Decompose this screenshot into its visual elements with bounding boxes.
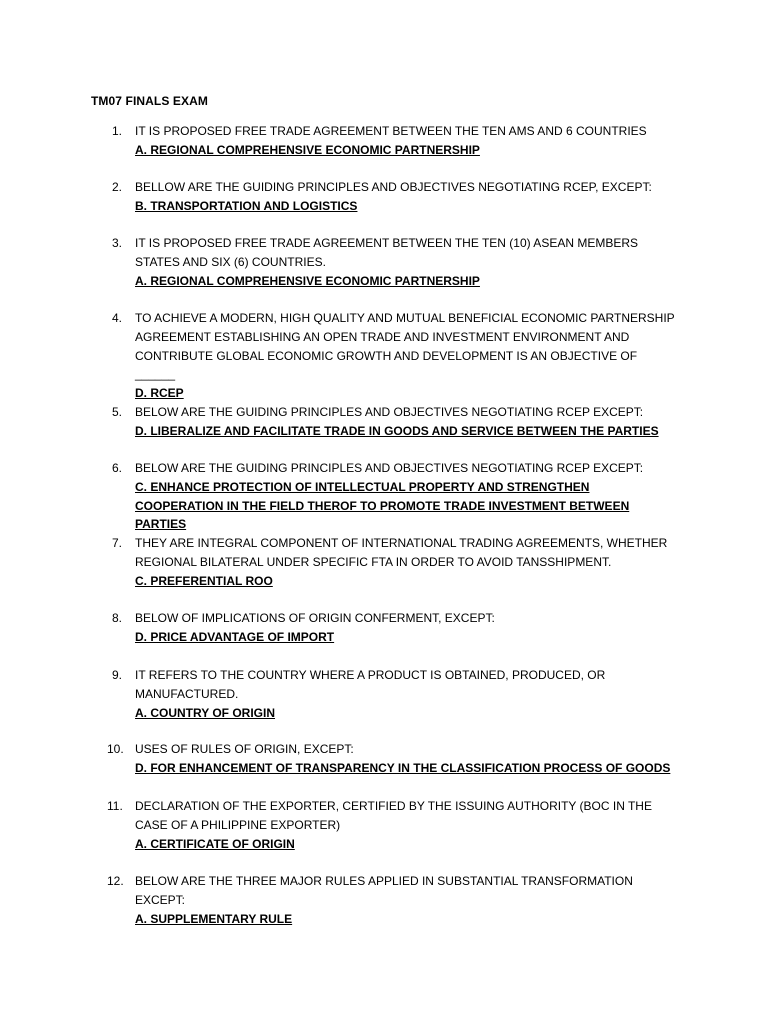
question-body: [135, 666, 675, 722]
answer-text: B. TRANSPORTATION AND LOGISTICS: [135, 198, 358, 213]
question-text: BELOW ARE THE GUIDING PRINCIPLES AND OBJECTIVES NEGOTIATING RCEP EXCEPT:: [135, 405, 644, 419]
question-body: [135, 459, 675, 534]
answer-text: D. RCEP: [135, 386, 184, 401]
question-number: 8.: [112, 611, 123, 625]
question-body: [135, 122, 675, 160]
question-text: THEY ARE INTEGRAL COMPONENT OF INTERNATIONAL TRADING AGREEMENTS, WHETHER REGIONAL BILATERAL UNDER SPECIFIC FTA IN ORDER TO AVOID TANSSHIPMENT.: [135, 536, 668, 569]
answer-text: A. REGIONAL COMPREHENSIVE ECONOMIC PARTNERSHIP: [135, 273, 480, 288]
document-title: TM07 FINALS EXAM: [91, 94, 208, 108]
question-body: [135, 609, 675, 647]
question-body: [135, 534, 675, 590]
question-number: 12.: [107, 874, 124, 888]
question-text: BELOW OF IMPLICATIONS OF ORIGIN CONFERMENT, EXCEPT:: [135, 611, 495, 625]
question-text: IT IS PROPOSED FREE TRADE AGREEMENT BETWEEN THE TEN AMS AND 6 COUNTRIES: [135, 124, 647, 138]
question-text: IT IS PROPOSED FREE TRADE AGREEMENT BETWEEN THE TEN (10) ASEAN MEMBERS STATES AND SIX (6) COUNTRIES.: [135, 236, 638, 269]
question-number: 9.: [112, 668, 123, 682]
question-text: USES OF RULES OF ORIGIN, EXCEPT:: [135, 742, 354, 756]
answer-text: A. CERTIFICATE OF ORIGIN: [135, 836, 295, 851]
question-body: [135, 740, 675, 778]
question-number: 7.: [112, 536, 123, 550]
answer-text: A. COUNTRY OF ORIGIN: [135, 705, 276, 720]
question-number: 5.: [112, 405, 123, 419]
answer-text: D. FOR ENHANCEMENT OF TRANSPARENCY IN THE CLASSIFICATION PROCESS OF GOODS: [135, 760, 671, 775]
question-body: [135, 797, 675, 853]
question-number: 4.: [112, 311, 123, 325]
question-body: [135, 403, 675, 441]
answer-text: C. ENHANCE PROTECTION OF INTELLECTUAL PROPERTY AND STRENGTHEN COOPERATION IN THE FIELD THEROF TO PROMOTE TRADE INVESTMENT BETWEEN PARTIES: [135, 479, 630, 532]
answer-text: D. PRICE ADVANTAGE OF IMPORT: [135, 629, 335, 644]
question-body: [135, 309, 675, 403]
question-number: 3.: [112, 236, 123, 250]
question-number: 1.: [112, 124, 123, 138]
question-number: 6.: [112, 461, 123, 475]
question-text: DECLARATION OF THE EXPORTER, CERTIFIED BY THE ISSUING AUTHORITY (BOC IN THE CASE OF A PHILIPPINE EXPORTER): [135, 799, 652, 832]
question-number: 11.: [107, 799, 123, 813]
answer-text: A. REGIONAL COMPREHENSIVE ECONOMIC PARTNERSHIP: [135, 142, 480, 157]
answer-text: D. LIBERALIZE AND FACILITATE TRADE IN GOODS AND SERVICE BETWEEN THE PARTIES: [135, 423, 659, 438]
question-text: BELOW ARE THE GUIDING PRINCIPLES AND OBJECTIVES NEGOTIATING RCEP EXCEPT:: [135, 461, 644, 475]
question-text: IT REFERS TO THE COUNTRY WHERE A PRODUCT IS OBTAINED, PRODUCED, OR MANUFACTURED.: [135, 668, 606, 701]
question-body: [135, 872, 675, 928]
question-text: BELOW ARE THE THREE MAJOR RULES APPLIED IN SUBSTANTIAL TRANSFORMATION EXCEPT:: [135, 874, 633, 907]
question-number: 2.: [112, 180, 123, 194]
answer-text: C. PREFERENTIAL ROO: [135, 573, 273, 588]
answer-text: A. SUPPLEMENTARY RULE: [135, 911, 293, 926]
question-text: TO ACHIEVE A MODERN, HIGH QUALITY AND MUTUAL BENEFICIAL ECONOMIC PARTNERSHIP AGREEMENT ESTABLISHING AN OPEN TRADE AND INVESTMENT ENVIRONMENT AND CONTRIBUTE GLOBAL ECONOMIC GROWTH AND DEVELOPMENT IS AN OBJECTIVE OF ______: [135, 311, 675, 382]
question-number: 10.: [107, 742, 124, 756]
question-body: [135, 234, 675, 290]
question-body: [135, 178, 675, 216]
question-text: BELLOW ARE THE GUIDING PRINCIPLES AND OBJECTIVES NEGOTIATING RCEP, EXCEPT:: [135, 180, 652, 194]
